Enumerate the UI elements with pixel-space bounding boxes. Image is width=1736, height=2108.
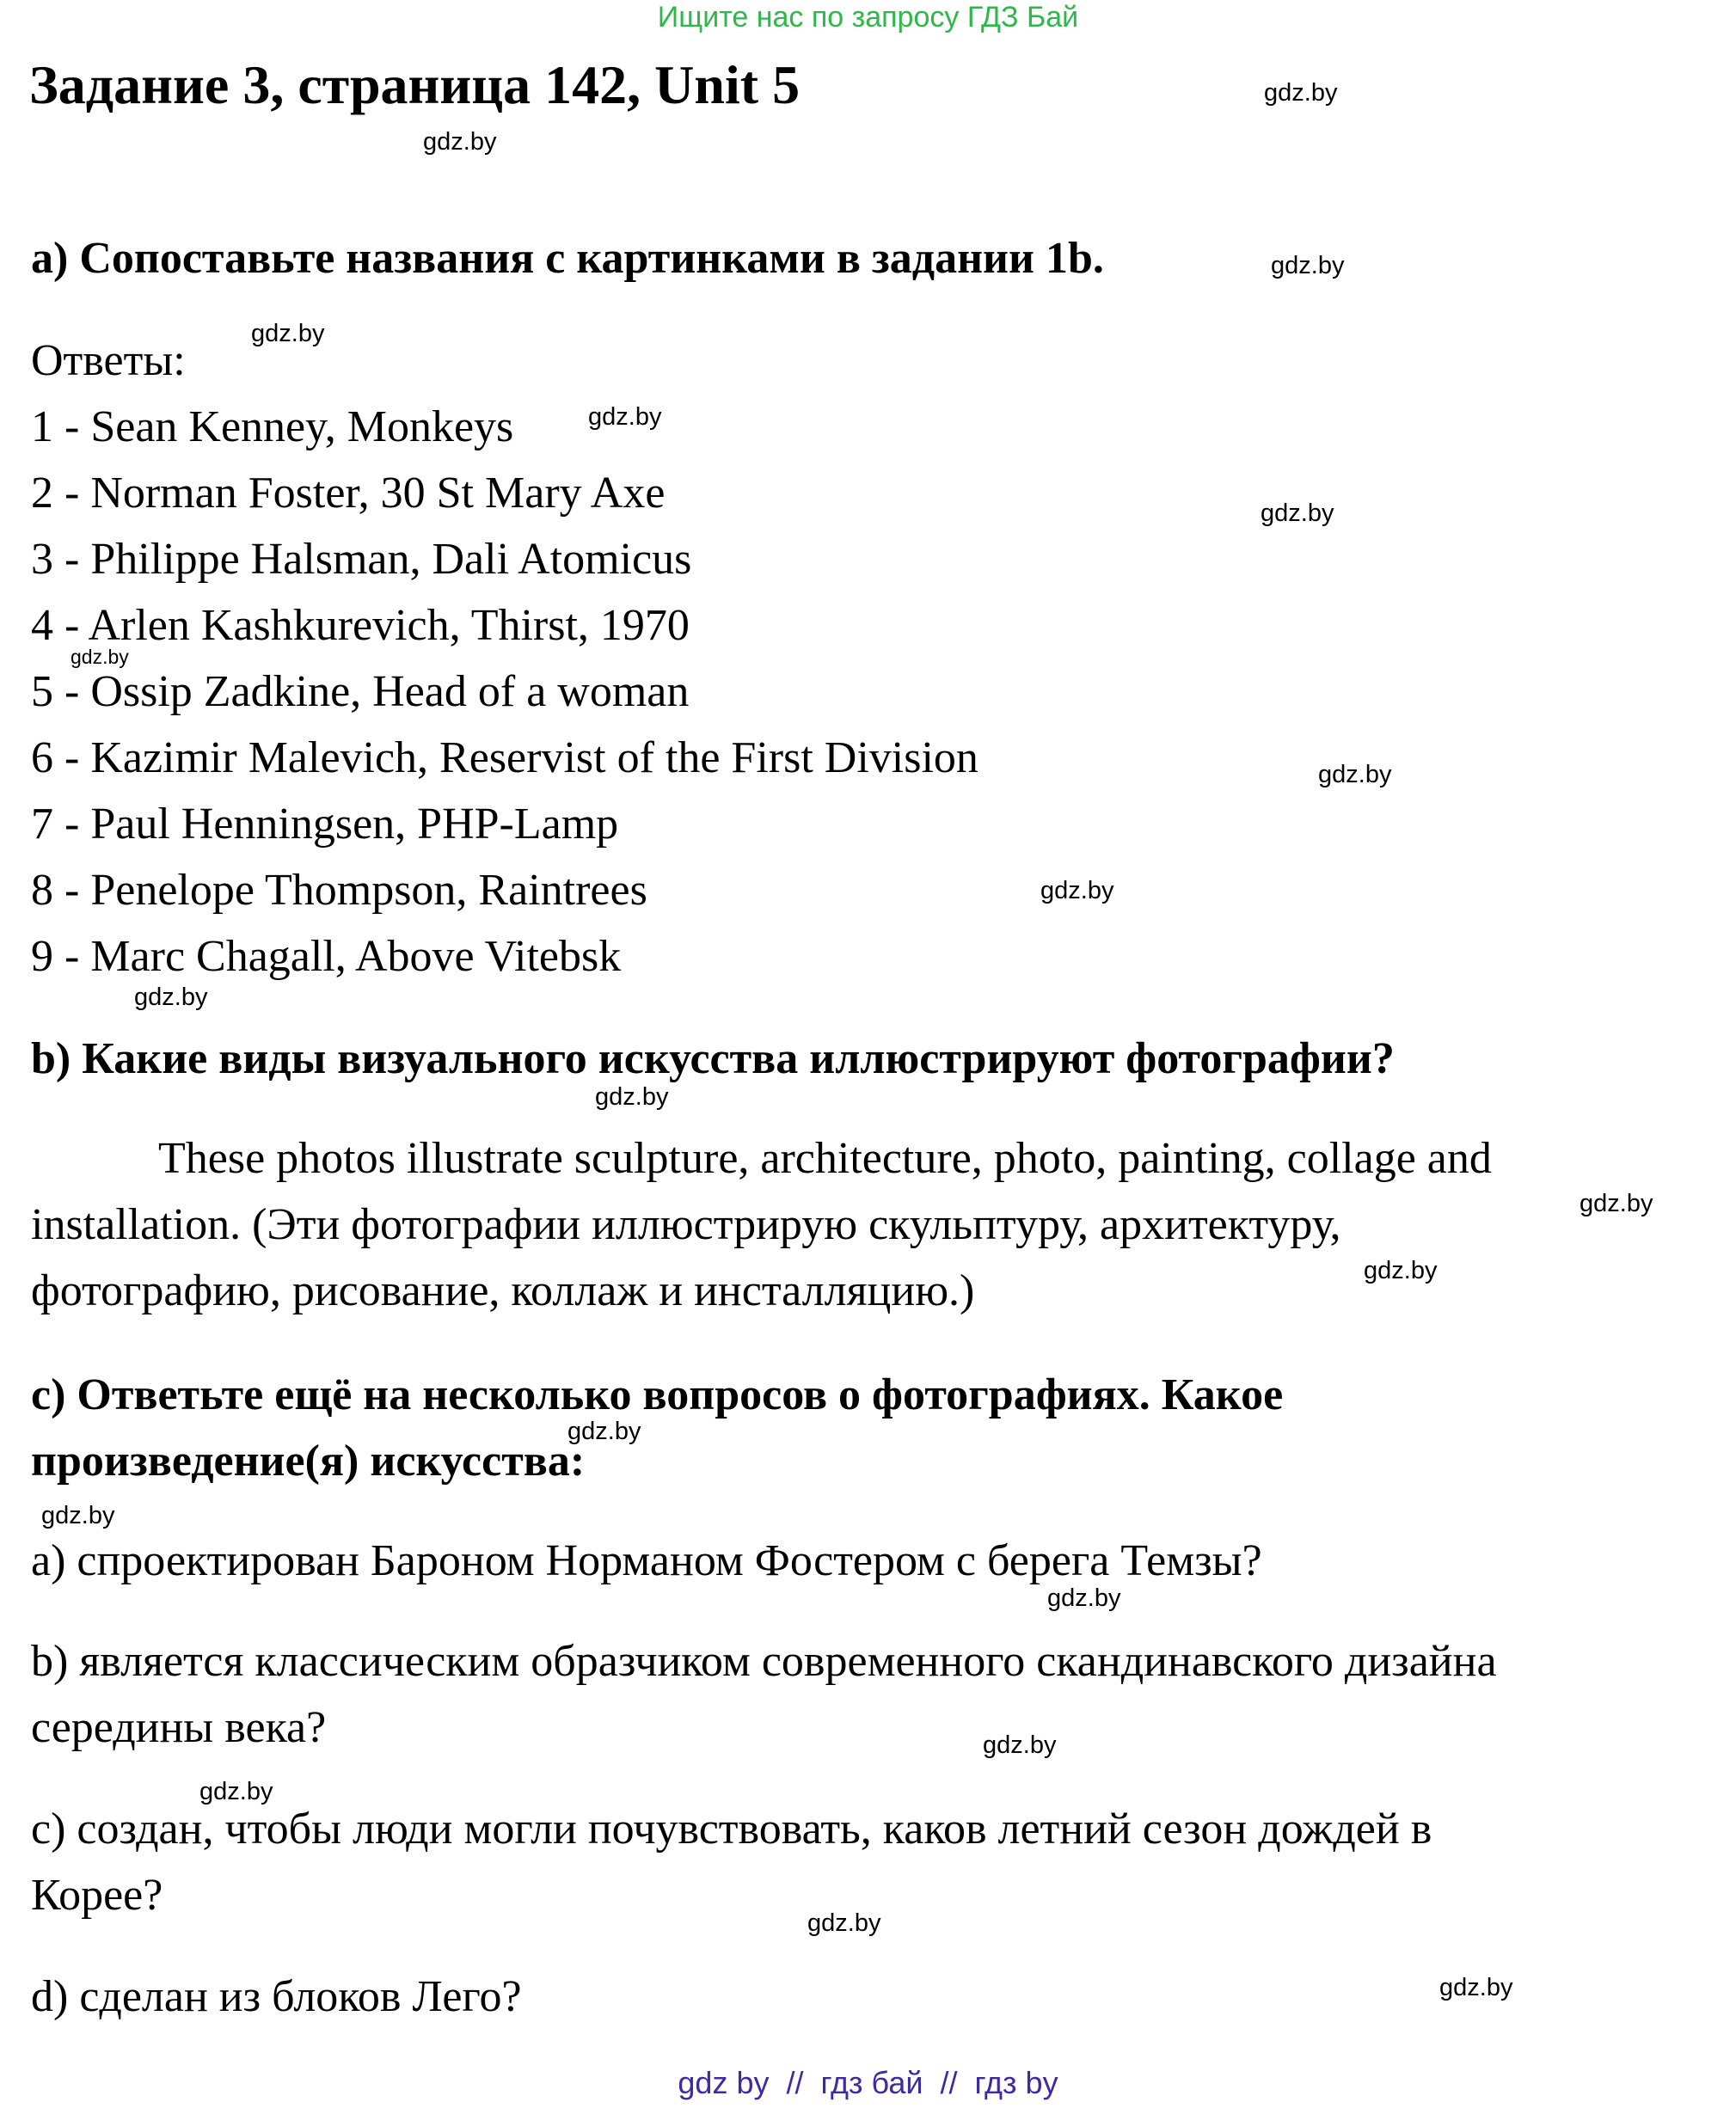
watermark: gdz.by <box>71 646 129 668</box>
answer-item: 7 - Paul Henningsen, PHP-Lamp <box>31 800 619 849</box>
watermark: gdz.by <box>1271 252 1345 279</box>
top-banner: Ищите нас по запросу ГДЗ Бай <box>657 1 1079 34</box>
watermark: gdz.by <box>1580 1190 1653 1217</box>
watermark: gdz.by <box>1439 1974 1513 2001</box>
watermark: gdz.by <box>588 403 662 431</box>
section-c-heading: произведение(я) искусства: <box>31 1437 586 1486</box>
watermark: gdz.by <box>1261 499 1334 527</box>
answer-item: 1 - Sean Kenney, Monkeys <box>31 402 514 451</box>
watermark: gdz.by <box>1364 1257 1438 1284</box>
question-d: d) сделан из блоков Лего? <box>31 1972 522 2021</box>
answer-item: 2 - Norman Foster, 30 St Mary Axe <box>31 469 666 518</box>
watermark: gdz.by <box>199 1778 273 1805</box>
watermark: gdz.by <box>807 1909 881 1937</box>
question-c: Корее? <box>31 1871 163 1920</box>
answer-item: 9 - Marc Chagall, Above Vitebsk <box>31 932 622 981</box>
watermark: gdz.by <box>423 128 497 156</box>
watermark: gdz.by <box>1318 761 1392 788</box>
watermark: gdz.by <box>134 984 208 1011</box>
question-b: середины века? <box>31 1703 327 1752</box>
footer-separator: // <box>786 2065 804 2100</box>
answer-item: 5 - Ossip Zadkine, Head of a woman <box>31 667 690 716</box>
watermark: gdz.by <box>41 1502 115 1529</box>
footer-link[interactable]: гдз бай <box>820 2065 923 2100</box>
question-c: c) создан, чтобы люди могли почувствовать, каков летний сезон дождей в <box>31 1805 1432 1854</box>
watermark: gdz.by <box>983 1731 1057 1759</box>
section-c-heading: c) Ответьте ещё на несколько вопросов о фотографиях. Какое <box>31 1370 1284 1419</box>
section-b-answer-line: These photos illustrate sculpture, architecture, photo, painting, collage and <box>158 1134 1492 1183</box>
section-b-answer-line: installation. (Эти фотографии иллюстрирую скульптуру, архитектуру, <box>31 1200 1341 1249</box>
question-a: a) спроектирован Бароном Норманом Фостером с берега Темзы? <box>31 1536 1262 1585</box>
footer <box>0 2064 1736 2102</box>
section-b-heading: b) Какие виды визуального искусства иллюстрируют фотографии? <box>31 1034 1395 1083</box>
footer-link[interactable]: gdz by <box>678 2065 770 2100</box>
watermark: gdz.by <box>1264 79 1338 107</box>
footer-link[interactable]: гдз by <box>974 2065 1058 2100</box>
question-b: b) является классическим образчиком современного скандинавского дизайна <box>31 1637 1497 1686</box>
answer-item: 3 - Philippe Halsman, Dali Atomicus <box>31 535 692 584</box>
page-title: Задание 3, страница 142, Unit 5 <box>29 54 801 115</box>
section-a-heading: а) Сопоставьте названия с картинками в задании 1b. <box>31 234 1104 283</box>
watermark: gdz.by <box>251 320 325 347</box>
answer-item: 8 - Penelope Thompson, Raintrees <box>31 866 647 915</box>
footer-separator: // <box>940 2065 958 2100</box>
watermark: gdz.by <box>595 1083 669 1111</box>
answer-item: 6 - Kazimir Malevich, Reservist of the First Division <box>31 733 978 782</box>
watermark: gdz.by <box>1047 1584 1121 1612</box>
watermark: gdz.by <box>1040 877 1114 904</box>
answers-label: Ответы: <box>31 336 186 385</box>
section-b-answer-line: фотографию, рисование, коллаж и инсталляцию.) <box>31 1266 975 1315</box>
watermark: gdz.by <box>567 1418 641 1445</box>
answer-item: 4 - Arlen Kashkurevich, Thirst, 1970 <box>31 601 690 650</box>
